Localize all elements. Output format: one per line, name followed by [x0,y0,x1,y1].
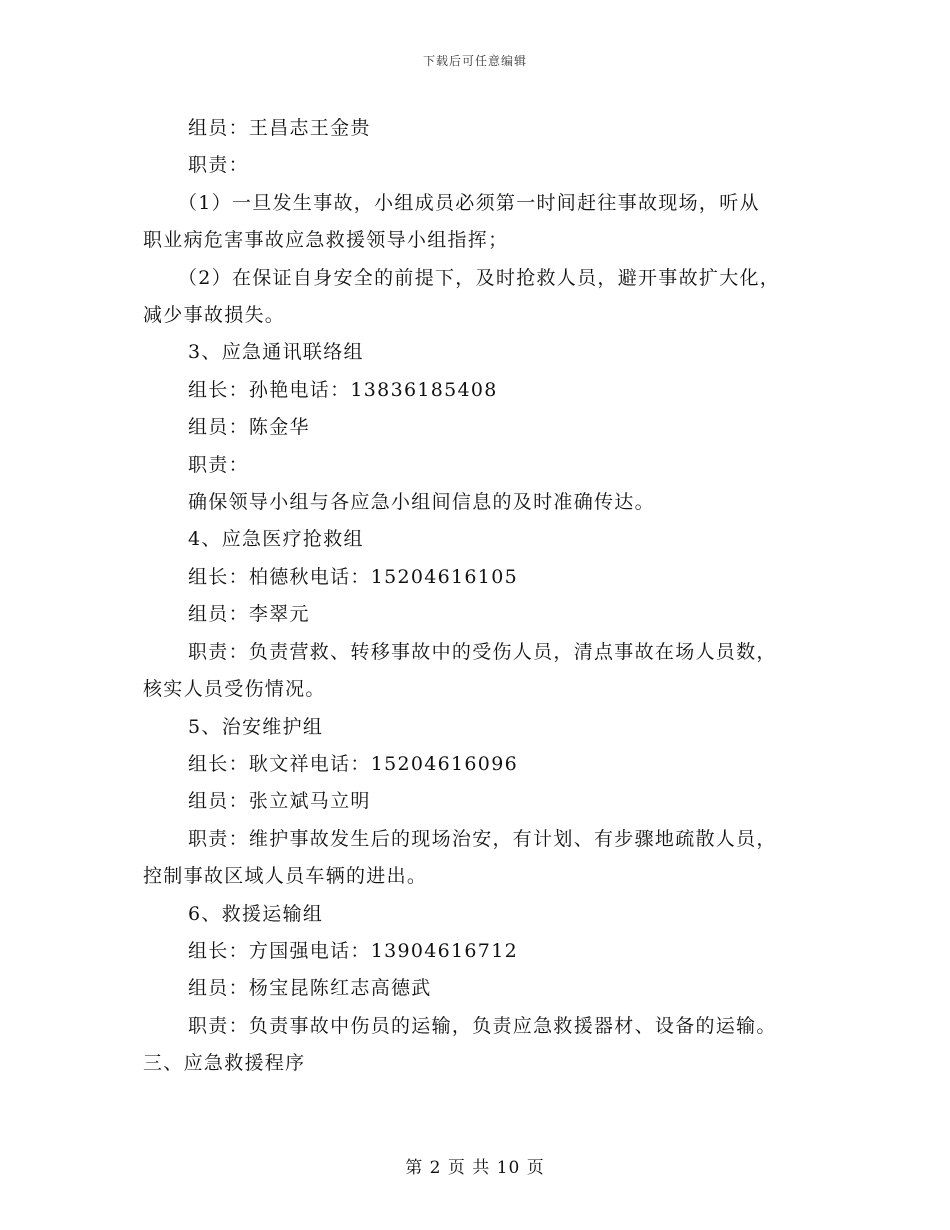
section-heading: 5、治安维护组 [188,715,324,738]
text-line: 组员：李翠元 [188,603,310,626]
text-line: 职业病危害事故应急救援领导小组指挥； [143,229,509,252]
text-line: 职责： [188,154,249,177]
text-line: 减少事故损失。 [143,304,286,327]
text-line: 组员：张立斌马立明 [188,790,371,813]
text-line: 组长：柏德秋电话：15204616105 [188,565,518,588]
text-line: 核实人员受伤情况。 [143,678,326,701]
document-body [143,110,818,1083]
text-line: 职责：负责事故中伤员的运输，负责应急救援器材、设备的运输。 [188,1014,777,1037]
text-line: 职责：负责营救、转移事故中的受伤人员，清点事故在场人员数， [188,640,777,663]
text-line: 组长：方国强电话：13904616712 [188,939,518,962]
text-line: 控制事故区域人员车辆的进出。 [143,865,428,888]
text-line: 确保领导小组与各应急小组间信息的及时准确传达。 [188,491,655,514]
chapter-heading: 三、应急救援程序 [143,1052,306,1075]
page-footer: 第 2 页 共 10 页 [405,1158,545,1178]
section-heading: 4、应急医疗抢救组 [188,528,364,551]
text-line: 组长：孙艳电话：13836185408 [188,378,498,401]
text-line: 组员：陈金华 [188,416,310,439]
section-heading: 6、救援运输组 [188,902,324,925]
text-line: （2）在保证自身安全的前提下，及时抢救人员，避开事故扩大化， [178,266,781,289]
section-heading: 3、应急通讯联络组 [188,341,364,364]
text-line: 职责： [188,453,249,476]
text-line: 组员：杨宝昆陈红志高德武 [188,977,432,1000]
text-line: 组长：耿文祥电话：15204616096 [188,752,518,775]
text-line: 组员：王昌志王金贵 [188,117,371,139]
text-line: （1）一旦发生事故，小组成员必须第一时间赶往事故现场，听从 [178,191,760,214]
page-header-note: 下载后可任意编辑 [422,54,527,68]
text-line: 职责：维护事故发生后的现场治安，有计划、有步骤地疏散人员， [188,827,777,850]
